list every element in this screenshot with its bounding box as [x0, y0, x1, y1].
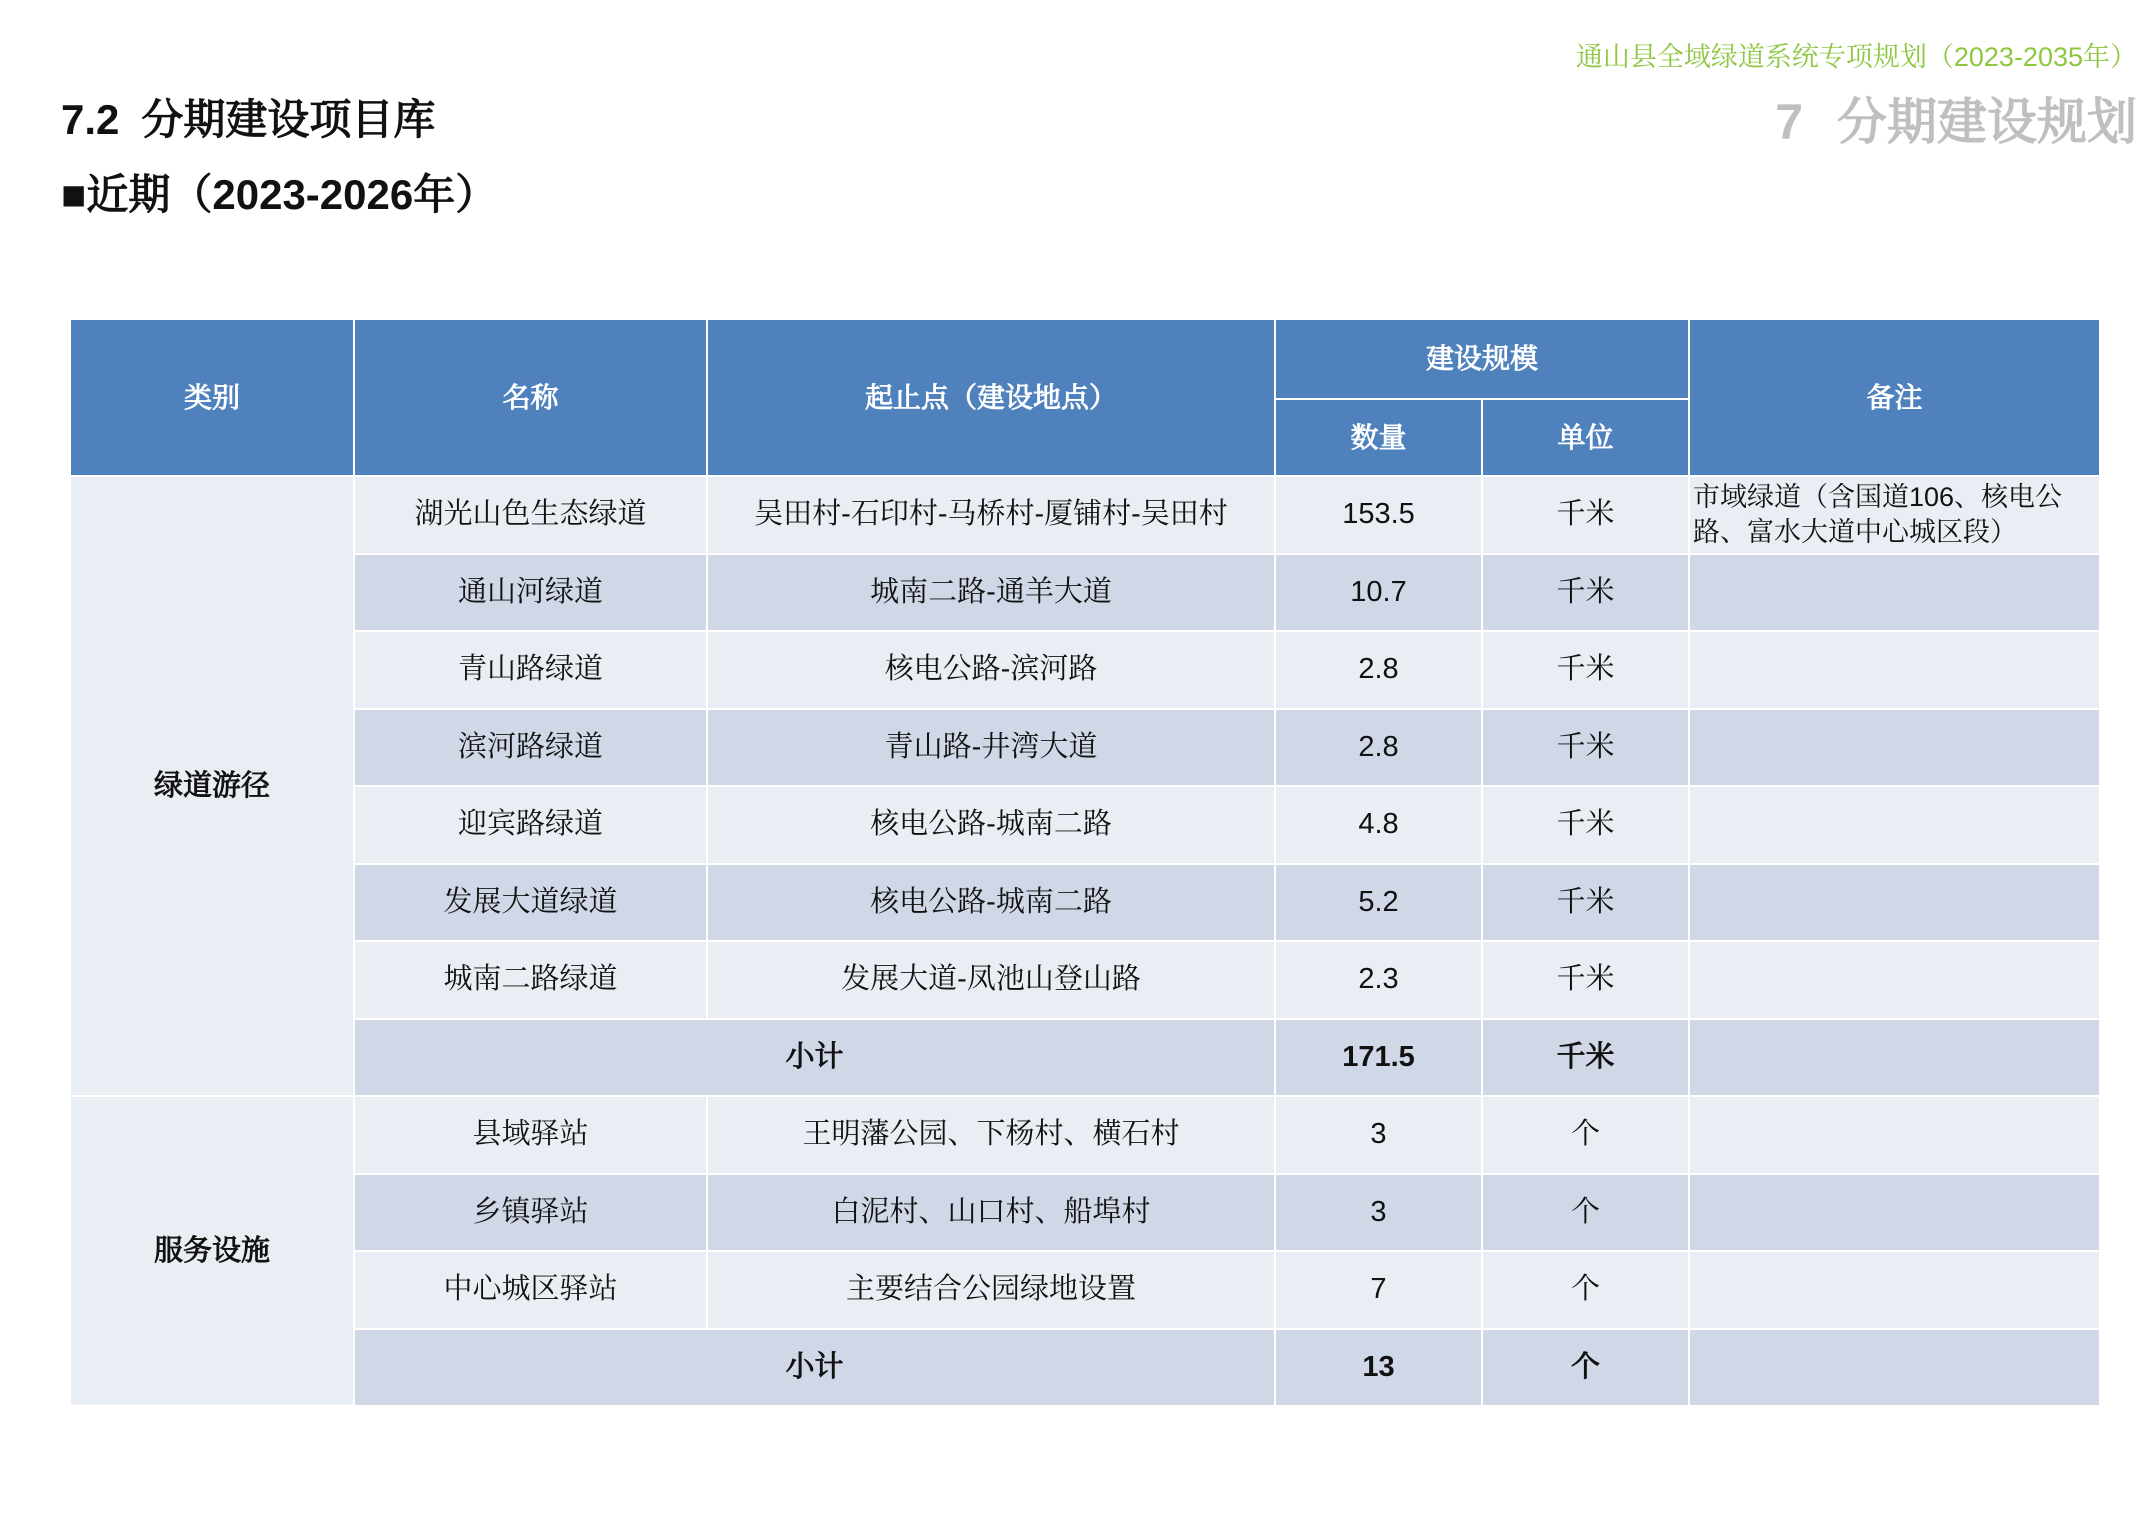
location-cell: 吴田村-石印村-马桥村-厦铺村-吴田村: [708, 477, 1274, 553]
column-header-category: 类别: [71, 320, 353, 475]
quantity-cell: 153.5: [1276, 477, 1481, 553]
unit-cell: 千米: [1483, 787, 1688, 863]
unit-cell: 千米: [1483, 632, 1688, 708]
quantity-cell: 3: [1276, 1175, 1481, 1251]
quantity-cell: 2.3: [1276, 942, 1481, 1018]
location-cell: 青山路-井湾大道: [708, 710, 1274, 786]
unit-cell: 千米: [1483, 710, 1688, 786]
section-number: 7.2: [61, 96, 120, 143]
quantity-cell: 5.2: [1276, 865, 1481, 941]
category-cell: 绿道游径: [71, 477, 353, 1095]
unit-cell: 个: [1483, 1097, 1688, 1173]
remark-cell: [1690, 632, 2099, 708]
subtotal-unit: 千米: [1483, 1020, 1688, 1096]
unit-cell: 个: [1483, 1175, 1688, 1251]
remark-cell: [1690, 1175, 2099, 1251]
unit-cell: 千米: [1483, 942, 1688, 1018]
section-title: 分期建设项目库: [141, 96, 436, 143]
location-cell: 核电公路-滨河路: [708, 632, 1274, 708]
column-header-remark: 备注: [1690, 320, 2099, 475]
quantity-cell: 7: [1276, 1252, 1481, 1328]
category-cell: 服务设施: [71, 1097, 353, 1405]
column-header-name: 名称: [355, 320, 706, 475]
name-cell: 县域驿站: [355, 1097, 706, 1173]
location-cell: 城南二路-通羊大道: [708, 555, 1274, 631]
remark-cell: [1690, 942, 2099, 1018]
name-cell: 青山路绿道: [355, 632, 706, 708]
name-cell: 滨河路绿道: [355, 710, 706, 786]
subsection-heading: ■近期（2023-2026年）: [61, 171, 498, 218]
quantity-cell: 4.8: [1276, 787, 1481, 863]
quantity-cell: 2.8: [1276, 632, 1481, 708]
subtotal-quantity: 171.5: [1276, 1020, 1481, 1096]
remark-cell: [1690, 555, 2099, 631]
name-cell: 中心城区驿站: [355, 1252, 706, 1328]
column-header-scale: 建设规模: [1276, 320, 1688, 398]
name-cell: 城南二路绿道: [355, 942, 706, 1018]
column-header-location: 起止点（建设地点）: [708, 320, 1274, 475]
project-table: [71, 320, 2099, 1405]
location-cell: 核电公路-城南二路: [708, 865, 1274, 941]
column-header-unit: 单位: [1483, 400, 1688, 475]
remark-cell: [1690, 1097, 2099, 1173]
unit-cell: 千米: [1483, 477, 1688, 553]
remark-cell: [1690, 787, 2099, 863]
chapter-heading: [1775, 92, 2137, 152]
chapter-number: 7: [1775, 94, 1803, 150]
location-cell: 核电公路-城南二路: [708, 787, 1274, 863]
subtotal-label: 小计: [355, 1330, 1274, 1406]
location-cell: 王明藩公园、下杨村、横石村: [708, 1097, 1274, 1173]
location-cell: 白泥村、山口村、船埠村: [708, 1175, 1274, 1251]
name-cell: 乡镇驿站: [355, 1175, 706, 1251]
document-title: 通山县全域绿道系统专项规划（2023-2035年）: [1575, 42, 2137, 72]
section-heading: [61, 94, 435, 146]
location-cell: 发展大道-凤池山登山路: [708, 942, 1274, 1018]
subtotal-unit: 个: [1483, 1330, 1688, 1406]
subtotal-label: 小计: [355, 1020, 1274, 1096]
subtotal-quantity: 13: [1276, 1330, 1481, 1406]
remark-cell: [1690, 865, 2099, 941]
quantity-cell: 2.8: [1276, 710, 1481, 786]
name-cell: 发展大道绿道: [355, 865, 706, 941]
remark-cell: 市域绿道（含国道106、核电公路、富水大道中心城区段）: [1690, 477, 2099, 553]
unit-cell: 千米: [1483, 555, 1688, 631]
name-cell: 迎宾路绿道: [355, 787, 706, 863]
quantity-cell: 3: [1276, 1097, 1481, 1173]
remark-cell: [1690, 710, 2099, 786]
remark-cell: [1690, 1330, 2099, 1406]
unit-cell: 千米: [1483, 865, 1688, 941]
location-cell: 主要结合公园绿地设置: [708, 1252, 1274, 1328]
name-cell: 通山河绿道: [355, 555, 706, 631]
remark-cell: [1690, 1020, 2099, 1096]
column-header-quantity: 数量: [1276, 400, 1481, 475]
chapter-title: 分期建设规划: [1837, 94, 2137, 150]
remark-cell: [1690, 1252, 2099, 1328]
name-cell: 湖光山色生态绿道: [355, 477, 706, 553]
quantity-cell: 10.7: [1276, 555, 1481, 631]
unit-cell: 个: [1483, 1252, 1688, 1328]
